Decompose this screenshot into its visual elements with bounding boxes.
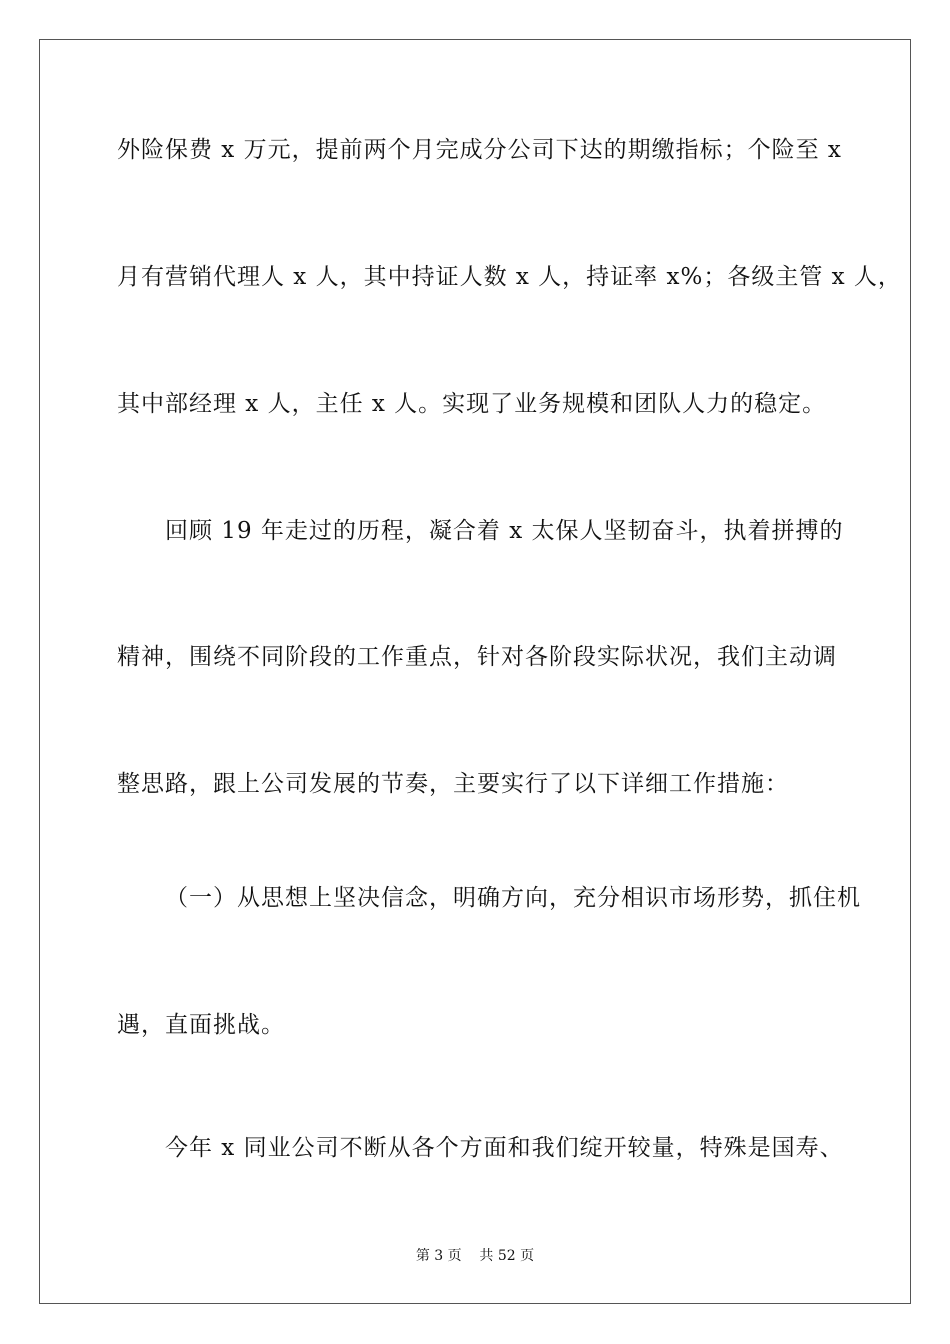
page-number-footer: 第 3 页 共 52 页	[415, 1248, 535, 1264]
paragraph-line-7: （一）从思想上坚决信念，明确方向，充分相识市场形势，抓住机	[165, 885, 861, 911]
paragraph-line-8: 遇，直面挑战。	[117, 1012, 285, 1038]
paragraph-line-6: 整思路，跟上公司发展的节奏，主要实行了以下详细工作措施：	[117, 771, 789, 797]
paragraph-line-9: 今年 x 同业公司不断从各个方面和我们绽开较量，特殊是国寿、	[165, 1135, 844, 1161]
paragraph-line-3: 其中部经理 x 人，主任 x 人。实现了业务规模和团队人力的稳定。	[117, 391, 827, 417]
paragraph-line-5: 精神，围绕不同阶段的工作重点，针对各阶段实际状况，我们主动调	[117, 644, 837, 670]
paragraph-line-1: 外险保费 x 万元，提前两个月完成分公司下达的期缴指标；个险至 x	[117, 137, 842, 163]
paragraph-line-2: 月有营销代理人 x 人，其中持证人数 x 人，持证率 x%；各级主管 x 人，	[117, 264, 902, 290]
paragraph-line-4: 回顾 19 年走过的历程，凝合着 x 太保人坚韧奋斗，执着拼搏的	[165, 518, 844, 544]
